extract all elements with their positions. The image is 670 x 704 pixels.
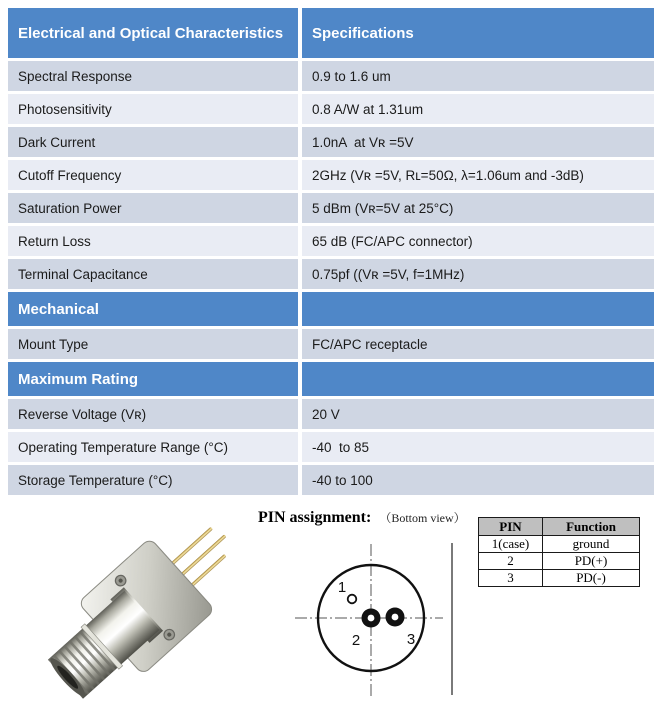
spec-row <box>8 226 654 256</box>
spec-label: Terminal Capacitance <box>18 266 148 282</box>
spec-label-cell <box>8 259 298 289</box>
spec-label-cell <box>8 127 298 157</box>
spec-label-cell <box>8 226 298 256</box>
pin-number-cell: 3 <box>479 570 543 587</box>
spec-value-cell <box>302 61 654 91</box>
pin-table-row <box>479 570 640 587</box>
pin-table-header-row <box>479 518 640 536</box>
spec-value-cell <box>302 160 654 190</box>
spec-label: Operating Temperature Range (°C) <box>18 439 229 455</box>
section-header-row <box>8 292 654 326</box>
spec-label-cell <box>8 362 298 396</box>
section-header-row <box>8 362 654 396</box>
spec-label: Saturation Power <box>18 200 122 216</box>
spec-value: 65 dB (FC/APC connector) <box>312 233 473 249</box>
pin-assignment-label: PIN assignment: <box>258 509 372 526</box>
pin-number-cell: 1(case) <box>479 536 543 553</box>
spec-row <box>8 94 654 124</box>
spec-value-cell <box>302 259 654 289</box>
pin-table-body <box>479 536 640 587</box>
spec-label: Maximum Rating <box>18 370 139 388</box>
spec-value-cell <box>302 226 654 256</box>
header-col1-label: Electrical and Optical Characteristics <box>18 24 284 42</box>
spec-value-cell <box>302 465 654 495</box>
table-header-row <box>8 8 654 58</box>
pin-assignment-title <box>258 509 466 527</box>
spec-row <box>8 259 654 289</box>
spec-label-cell <box>8 160 298 190</box>
spec-label: Dark Current <box>18 134 96 150</box>
spec-row <box>8 399 654 429</box>
spec-value-cell <box>302 432 654 462</box>
spec-value-cell <box>302 292 654 326</box>
bottom-view-label: （Bottom view） <box>379 511 466 525</box>
spec-label-cell <box>8 94 298 124</box>
table-header-specifications <box>302 8 654 58</box>
spec-row <box>8 193 654 223</box>
spec-label: Spectral Response <box>18 68 133 84</box>
pin-function-cell: PD(-) <box>543 570 640 587</box>
spec-label-cell <box>8 329 298 359</box>
spec-value-cell <box>302 127 654 157</box>
spec-value: 0.75pf ((Vʀ =5V, f=1MHz) <box>312 266 465 282</box>
specifications-table <box>8 8 654 498</box>
pin-table-row <box>479 536 640 553</box>
spec-value: FC/APC receptacle <box>312 336 428 352</box>
pin-table-header-function: Function <box>543 518 640 536</box>
spec-value-cell <box>302 94 654 124</box>
spec-row <box>8 432 654 462</box>
spec-label: Reverse Voltage (Vʀ) <box>18 406 147 422</box>
pin-1-marker <box>348 595 357 604</box>
spec-rows-container <box>8 61 654 495</box>
pin-2-label: 2 <box>351 632 361 649</box>
spec-value: 2GHz (Vʀ =5V, Rʟ=50Ω, λ=1.06um and -3dB) <box>312 167 584 183</box>
spec-value-cell <box>302 399 654 429</box>
pin-table-row <box>479 553 640 570</box>
header-col2-label: Specifications <box>312 24 414 42</box>
table-header-characteristics <box>8 8 298 58</box>
pin-function-table <box>478 517 640 587</box>
receptacle-assembly <box>38 510 250 702</box>
pin-function-cell: ground <box>543 536 640 553</box>
spec-label: Mechanical <box>18 300 99 318</box>
spec-label: Storage Temperature (°C) <box>18 472 173 488</box>
spec-label-cell <box>8 292 298 326</box>
spec-label: Return Loss <box>18 233 91 249</box>
spec-value: -40 to 100 <box>312 472 373 488</box>
spec-value: 0.9 to 1.6 um <box>312 68 391 84</box>
spec-label: Mount Type <box>18 336 89 352</box>
pin-table-header-pin: PIN <box>479 518 543 536</box>
spec-value-cell <box>302 329 654 359</box>
pin-number-cell: 2 <box>479 553 543 570</box>
spec-value: 0.8 A/W at 1.31um <box>312 101 424 117</box>
spec-value-cell <box>302 193 654 223</box>
pin-3-label: 3 <box>406 631 416 648</box>
spec-row <box>8 465 654 495</box>
spec-label: Cutoff Frequency <box>18 167 122 183</box>
component-photo <box>38 510 250 702</box>
spec-row <box>8 61 654 91</box>
spec-label-cell <box>8 399 298 429</box>
spec-label: Photosensitivity <box>18 101 112 117</box>
spec-value: -40 to 85 <box>312 439 370 455</box>
spec-label-cell <box>8 193 298 223</box>
spec-label-cell <box>8 465 298 495</box>
spec-label-cell <box>8 61 298 91</box>
spec-row <box>8 160 654 190</box>
spec-value: 1.0nA at Vʀ =5V <box>312 134 414 150</box>
pin-function-cell: PD(+) <box>543 553 640 570</box>
spec-value-cell <box>302 362 654 396</box>
spec-value: 20 V <box>312 406 340 422</box>
bottom-section <box>0 500 670 704</box>
pin-diagram <box>285 538 460 704</box>
spec-row <box>8 127 654 157</box>
spec-row <box>8 329 654 359</box>
spec-label-cell <box>8 432 298 462</box>
pin-1-label: 1 <box>337 579 347 596</box>
spec-value: 5 dBm (Vʀ=5V at 25°C) <box>312 200 454 216</box>
